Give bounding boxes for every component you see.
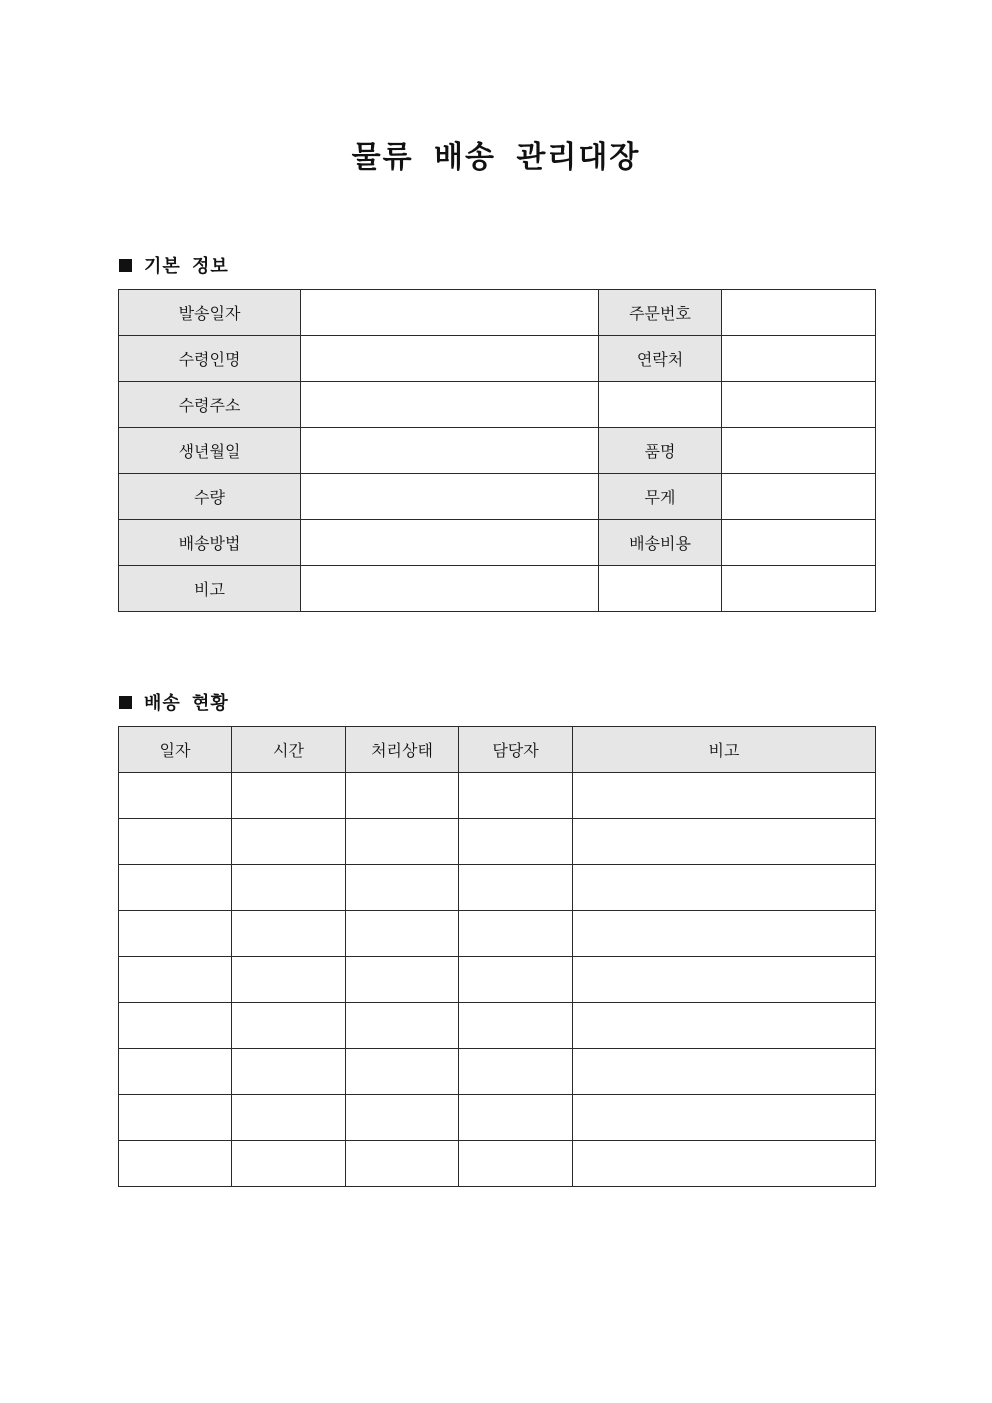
table-cell[interactable] bbox=[232, 911, 346, 957]
field-label: 수령주소 bbox=[119, 382, 301, 428]
table-row bbox=[119, 1003, 876, 1049]
field-value-cell[interactable] bbox=[722, 336, 876, 382]
table-cell[interactable] bbox=[573, 1003, 876, 1049]
table-cell[interactable] bbox=[232, 1141, 346, 1187]
field-label: 수령인명 bbox=[119, 336, 301, 382]
table-cell[interactable] bbox=[459, 819, 573, 865]
delivery-status-table bbox=[118, 726, 876, 1187]
field-value-cell[interactable] bbox=[722, 520, 876, 566]
field-label: 수량 bbox=[119, 474, 301, 520]
basic-info-row bbox=[119, 566, 876, 612]
table-row bbox=[119, 911, 876, 957]
table-cell[interactable] bbox=[346, 911, 459, 957]
field-label: 배송비용 bbox=[599, 520, 722, 566]
table-row bbox=[119, 865, 876, 911]
table-cell[interactable] bbox=[232, 957, 346, 1003]
table-cell[interactable] bbox=[119, 1095, 232, 1141]
square-bullet-icon bbox=[119, 696, 132, 709]
table-cell[interactable] bbox=[573, 1049, 876, 1095]
table-cell[interactable] bbox=[346, 1141, 459, 1187]
basic-info-row bbox=[119, 336, 876, 382]
field-value-cell[interactable] bbox=[722, 382, 876, 428]
field-value-cell[interactable] bbox=[301, 290, 599, 336]
table-cell[interactable] bbox=[573, 911, 876, 957]
table-cell[interactable] bbox=[119, 773, 232, 819]
field-label: 주문번호 bbox=[599, 290, 722, 336]
basic-info-row bbox=[119, 428, 876, 474]
table-cell[interactable] bbox=[346, 865, 459, 911]
field-label: 무게 bbox=[599, 474, 722, 520]
column-header: 시간 bbox=[232, 727, 346, 773]
document-title: 물류 배송 관리대장 bbox=[351, 140, 641, 175]
table-cell[interactable] bbox=[346, 1003, 459, 1049]
basic-info-row bbox=[119, 474, 876, 520]
table-cell[interactable] bbox=[119, 865, 232, 911]
table-cell[interactable] bbox=[459, 1003, 573, 1049]
table-row bbox=[119, 819, 876, 865]
table-cell[interactable] bbox=[346, 957, 459, 1003]
field-label: 발송일자 bbox=[119, 290, 301, 336]
table-cell[interactable] bbox=[459, 1049, 573, 1095]
table-cell[interactable] bbox=[346, 819, 459, 865]
field-value-cell[interactable] bbox=[722, 474, 876, 520]
table-cell[interactable] bbox=[119, 957, 232, 1003]
basic-info-row bbox=[119, 520, 876, 566]
column-header: 비고 bbox=[573, 727, 876, 773]
section-heading-basic-info bbox=[119, 252, 229, 278]
table-cell[interactable] bbox=[119, 911, 232, 957]
field-value-cell[interactable] bbox=[722, 566, 876, 612]
table-cell[interactable] bbox=[573, 957, 876, 1003]
table-cell[interactable] bbox=[119, 819, 232, 865]
column-header: 담당자 bbox=[459, 727, 573, 773]
field-value-cell[interactable] bbox=[599, 566, 722, 612]
section-heading-label: 배송 현황 bbox=[144, 693, 229, 714]
column-header: 처리상태 bbox=[346, 727, 459, 773]
table-row bbox=[119, 1095, 876, 1141]
table-cell[interactable] bbox=[459, 1141, 573, 1187]
table-cell[interactable] bbox=[346, 773, 459, 819]
section-heading-delivery-status bbox=[119, 689, 229, 715]
table-row bbox=[119, 957, 876, 1003]
field-value-cell[interactable] bbox=[722, 428, 876, 474]
section-heading-label: 기본 정보 bbox=[144, 256, 229, 277]
column-header: 일자 bbox=[119, 727, 232, 773]
field-value-cell[interactable] bbox=[722, 290, 876, 336]
basic-info-table bbox=[118, 289, 876, 612]
table-cell[interactable] bbox=[232, 1049, 346, 1095]
table-row bbox=[119, 1141, 876, 1187]
status-header-row bbox=[119, 727, 876, 773]
table-cell[interactable] bbox=[573, 1095, 876, 1141]
table-cell[interactable] bbox=[346, 1049, 459, 1095]
table-cell[interactable] bbox=[573, 819, 876, 865]
square-bullet-icon bbox=[119, 259, 132, 272]
basic-info-row bbox=[119, 290, 876, 336]
table-cell[interactable] bbox=[346, 1095, 459, 1141]
field-value-cell[interactable] bbox=[301, 336, 599, 382]
table-cell[interactable] bbox=[459, 773, 573, 819]
table-cell[interactable] bbox=[459, 865, 573, 911]
field-value-cell[interactable] bbox=[599, 382, 722, 428]
table-cell[interactable] bbox=[232, 1003, 346, 1049]
table-cell[interactable] bbox=[232, 819, 346, 865]
table-cell[interactable] bbox=[573, 773, 876, 819]
table-cell[interactable] bbox=[119, 1003, 232, 1049]
field-label: 비고 bbox=[119, 566, 301, 612]
basic-info-row bbox=[119, 382, 876, 428]
field-label: 생년월일 bbox=[119, 428, 301, 474]
table-row bbox=[119, 773, 876, 819]
field-value-cell[interactable] bbox=[301, 474, 599, 520]
table-cell[interactable] bbox=[459, 957, 573, 1003]
table-cell[interactable] bbox=[459, 911, 573, 957]
field-label: 품명 bbox=[599, 428, 722, 474]
field-value-cell[interactable] bbox=[301, 520, 599, 566]
table-row bbox=[119, 1049, 876, 1095]
table-cell[interactable] bbox=[573, 865, 876, 911]
field-value-cell[interactable] bbox=[301, 428, 599, 474]
table-cell[interactable] bbox=[232, 865, 346, 911]
field-value-cell[interactable] bbox=[301, 382, 599, 428]
field-label: 배송방법 bbox=[119, 520, 301, 566]
table-cell[interactable] bbox=[119, 1049, 232, 1095]
field-value-cell[interactable] bbox=[301, 566, 599, 612]
field-label: 연락처 bbox=[599, 336, 722, 382]
table-cell[interactable] bbox=[232, 773, 346, 819]
table-cell[interactable] bbox=[459, 1095, 573, 1141]
table-cell[interactable] bbox=[232, 1095, 346, 1141]
table-cell[interactable] bbox=[119, 1141, 232, 1187]
table-cell[interactable] bbox=[573, 1141, 876, 1187]
